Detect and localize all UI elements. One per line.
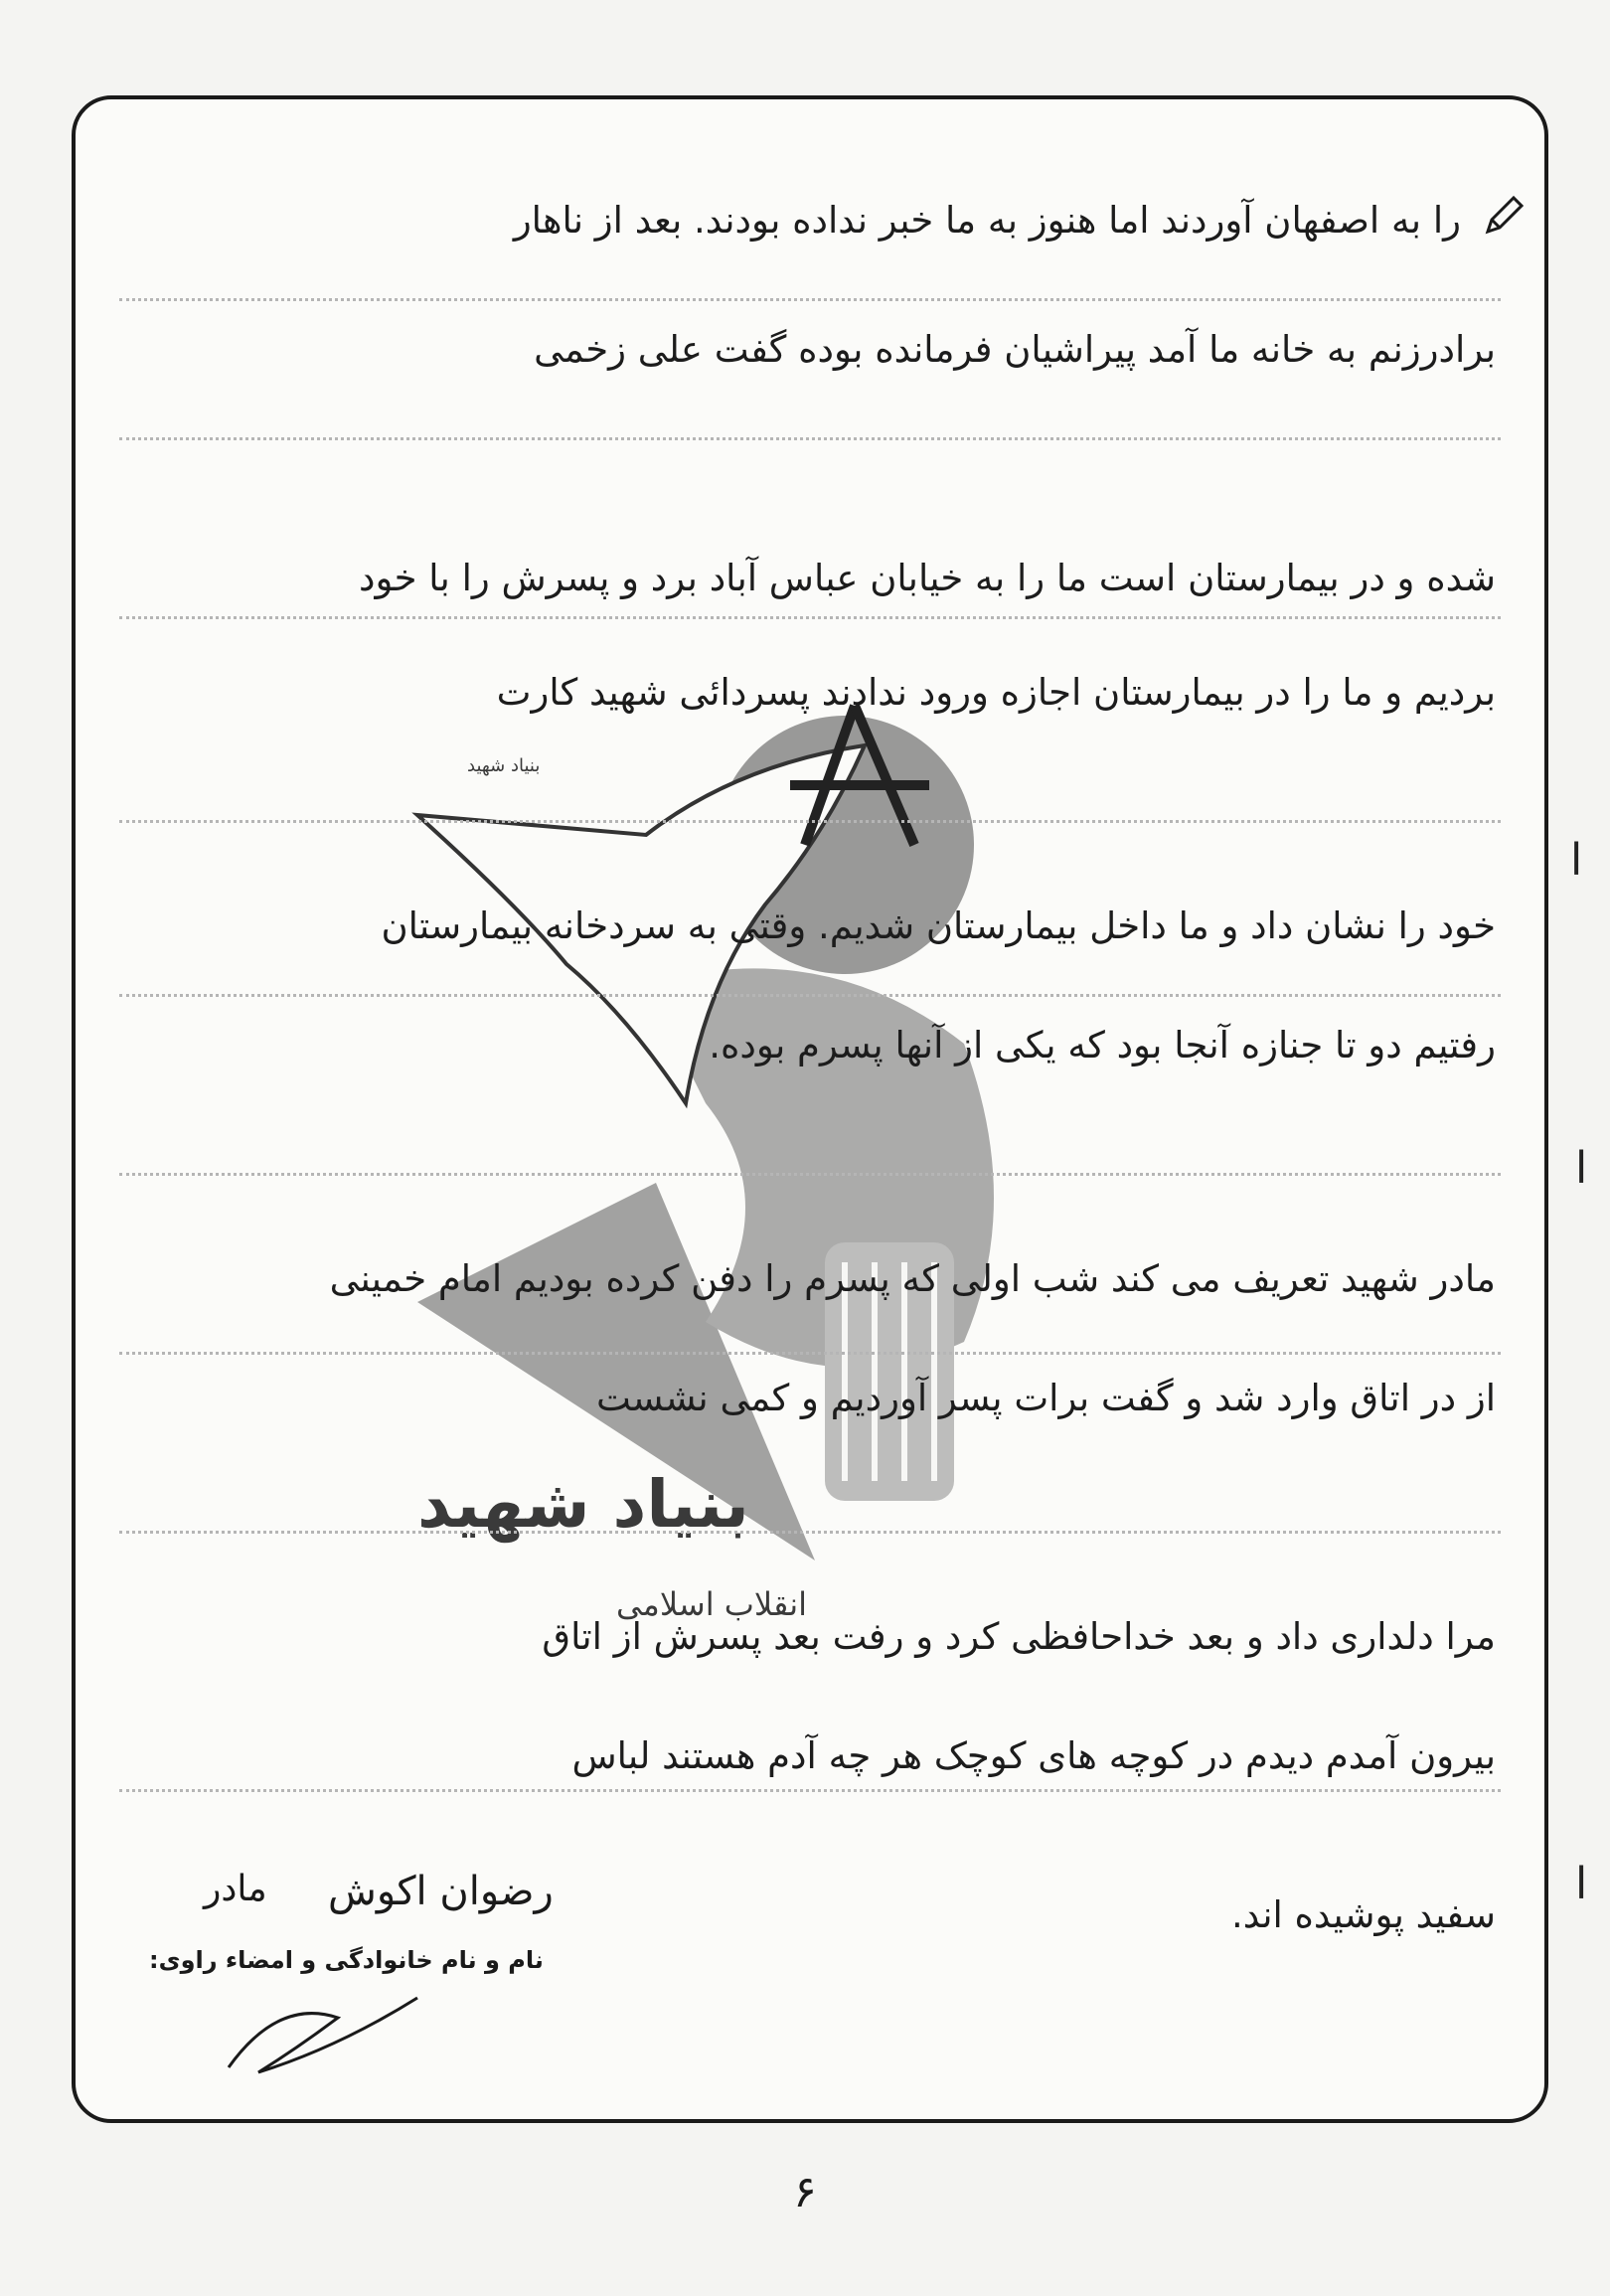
margin-mark: ا (1575, 1859, 1588, 1909)
ruled-line (119, 1173, 1501, 1176)
page-number: ۶ (793, 2167, 817, 2217)
margin-mark: ا (1570, 835, 1583, 886)
text-line: را به اصفهان آوردند اما هنوز به ما خبر نداده بودند. بعد از ناهار (513, 199, 1461, 242)
margin-mark: ا (1575, 1143, 1588, 1194)
text-line: سفید پوشیده اند. (1231, 1893, 1496, 1936)
ruled-line (119, 437, 1501, 440)
narrator-name: رضوان اکوش (328, 1869, 554, 1914)
text-line: شده و در بیمارستان است ما را به خیابان عباس آباد برد و پسرش را با خود (359, 557, 1496, 599)
ruled-line (119, 1789, 1501, 1792)
watermark-title: بنیاد شهید (417, 1466, 749, 1543)
signature-scribble (219, 1978, 447, 2087)
text-line: بردیم و ما را در بیمارستان اجازه ورود ندادند پسردائی شهید کارت (496, 671, 1496, 714)
ruled-line (119, 1352, 1501, 1355)
text-line: از در اتاق وارد شد و گفت برات پسر آوردیم و کمی نشست (596, 1377, 1496, 1419)
ruled-line (119, 616, 1501, 619)
text-line: رفتیم دو تا جنازه آنجا بود که یکی از آنها پسرم بوده. (709, 1024, 1496, 1066)
pencil-icon (1482, 194, 1526, 238)
watermark-emblem (407, 686, 1093, 1560)
ruled-line (119, 298, 1501, 301)
ruled-line (119, 1531, 1501, 1534)
watermark-top-text: بنیاد شهید (467, 755, 541, 776)
watermark-subtitle: انقلاب اسلامی (616, 1585, 807, 1623)
text-line: مرا دلداری داد و بعد خداحافظی کرد و رفت بعد پسرش از اتاق (542, 1615, 1496, 1658)
text-line: مادر شهید تعریف می کند شب اولی که پسرم را دفن کرده بودیم امام خمینی (329, 1257, 1496, 1300)
narrator-relation: مادر (204, 1869, 267, 1909)
text-line: برادرزنم به خانه ما آمد پیراشیان فرمانده بوده گفت علی زخمی (534, 328, 1496, 371)
text-line: خود را نشان داد و ما داخل بیمارستان شدیم. وقتی به سردخانه بیمارستان (381, 904, 1496, 947)
signature-label: نام و نام خانوادگی و امضاء راوی: (149, 1946, 544, 1974)
ruled-line (119, 994, 1501, 997)
ruled-line (119, 820, 1501, 823)
text-line: بیرون آمدم دیدم در کوچه های کوچک هر چه آدم هستند لباس (571, 1734, 1496, 1777)
